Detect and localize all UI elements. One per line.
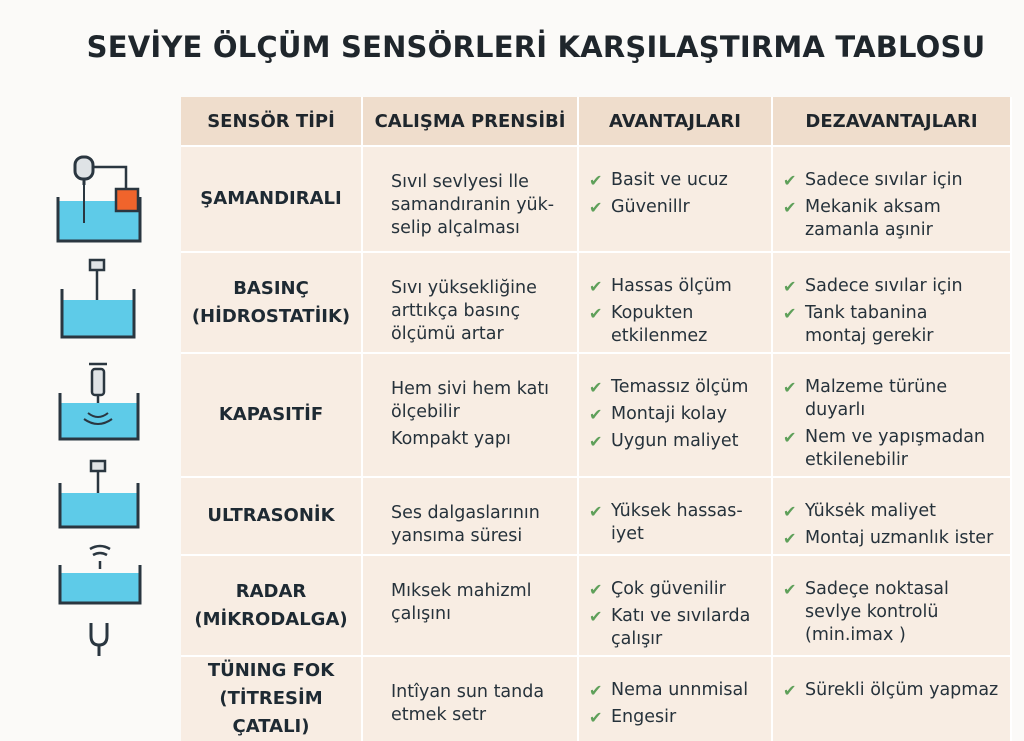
advantage-item-list <box>587 376 765 453</box>
principle-line: samandıranin yük- <box>391 195 555 215</box>
check-icon: ✔ <box>589 378 603 397</box>
disadvantage-item <box>781 679 1004 702</box>
disadvantage-item-text: Tank tabanina montaj gerekir <box>805 303 934 346</box>
check-icon: ✔ <box>783 502 797 521</box>
disadvantage-item-text: Nem ve yapışmadan etkilenebilir <box>805 427 986 470</box>
principle-line: yansıma süresi <box>391 526 523 546</box>
sensor-type-label: RADAR <box>235 580 307 602</box>
advantages-cell <box>578 477 772 555</box>
advantage-item-text: Çok güvenilir <box>611 579 726 599</box>
advantage-item-text: Yüksek hassas- iyet <box>611 501 743 544</box>
disadvantage-item-text: Sadeçe noktasal sevlye kontrolü (min.imax ) <box>805 579 949 645</box>
principle-cell <box>362 477 578 555</box>
check-icon: ✔ <box>783 529 797 548</box>
sensor-type-label: (MİKRODALGA) <box>194 608 348 630</box>
sensor-type-label: BASINÇ <box>233 277 309 299</box>
check-icon: ✔ <box>783 304 797 323</box>
advantage-item-list <box>587 578 765 651</box>
check-icon: ✔ <box>589 432 603 451</box>
check-icon: ✔ <box>783 580 797 599</box>
sensor-type-cell <box>181 555 362 656</box>
advantage-item-list <box>587 500 765 546</box>
check-icon: ✔ <box>589 580 603 599</box>
check-icon: ✔ <box>589 277 603 296</box>
disadvantage-item <box>781 376 1004 422</box>
advantage-item <box>587 302 765 348</box>
advantages-cell <box>578 252 772 353</box>
table-row <box>181 477 1011 555</box>
sensor-type-label: ŞAMANDIRALI <box>200 188 342 209</box>
disadvantage-item <box>781 169 1004 192</box>
disadvantage-item-text: Sürekli ölçüm yapmaz <box>805 680 999 700</box>
advantage-item-text: Basit ve ucuz <box>611 170 728 190</box>
principle-line: Kompakt yapı <box>391 429 511 449</box>
advantage-item <box>587 706 765 729</box>
table-row <box>181 555 1011 656</box>
advantage-item-text: Katı ve sıvılarda çalışır <box>611 606 751 649</box>
disadvantages-cell <box>772 146 1011 252</box>
advantage-item-text: Kopukten etkilenmez <box>611 303 708 346</box>
advantage-item-text: Engesir <box>611 707 677 727</box>
advantage-item-text: Güvenillr <box>611 197 690 217</box>
check-icon: ✔ <box>589 708 603 727</box>
disadvantage-item <box>781 426 1004 472</box>
sensor-type-label: TÜNING FOK <box>207 660 335 681</box>
principle-cell <box>362 353 578 477</box>
disadvantage-item <box>781 302 1004 348</box>
page-title: SEVİYE ÖLÇÜM SENSÖRLERİ KARŞILAŞTIRMA TABLOSU <box>86 30 986 64</box>
capacitive-probe-tank-icon <box>40 355 180 450</box>
principle-line: arttıkça basınç <box>391 301 521 321</box>
disadvantage-item-text: Mekanik aksam zamanla aşınir <box>805 197 941 240</box>
sensor-type-cell <box>181 353 362 477</box>
disadvantage-item-text: Malzeme türüne duyarlı <box>805 377 948 420</box>
principle-line: selip alçalması <box>391 218 520 238</box>
sensor-type-label: ULTRASONİK <box>207 505 335 526</box>
advantage-item <box>587 679 765 702</box>
disadvantages-cell <box>772 555 1011 656</box>
principle-cell <box>362 252 578 353</box>
advantages-cell <box>578 146 772 252</box>
disadvantage-item-text: Sadece sıvılar için <box>805 170 963 190</box>
disadvantage-item <box>781 527 1004 550</box>
check-icon: ✔ <box>589 171 603 190</box>
disadvantage-item-text: Montaj uzmanlık ister <box>805 528 994 548</box>
advantage-item <box>587 275 765 298</box>
check-icon: ✔ <box>589 607 603 626</box>
principle-line: ölçümü artar <box>391 324 504 344</box>
advantage-item <box>587 500 765 546</box>
disadvantage-item <box>781 500 1004 523</box>
ultrasonic-sensor-tank-icon <box>40 455 180 550</box>
table-row <box>181 252 1011 353</box>
tuning-fork-icon <box>40 618 180 698</box>
sensor-type-label: (HİDROSTATİIK) <box>191 305 351 327</box>
advantage-item-text: Temassız ölçüm <box>611 377 749 397</box>
principle-line: ölçebilir <box>391 402 460 422</box>
comparison-table <box>181 97 1012 741</box>
advantage-item-list <box>587 169 765 219</box>
principle-line: Sıvıl sevlyesi lle <box>391 172 529 192</box>
check-icon: ✔ <box>783 171 797 190</box>
advantage-item-text: Uygun maliyet <box>611 431 739 451</box>
advantage-item-text: Hassas ölçüm <box>611 276 732 296</box>
principle-line: Mıksek mahizml <box>391 581 532 601</box>
disadvantage-item-list <box>781 578 1004 647</box>
advantage-item <box>587 578 765 601</box>
principle-line: Hem sivi hem katı <box>391 379 550 399</box>
sensor-type-cell <box>181 146 362 252</box>
header-principle: CALIŞMA PRENSİBİ <box>362 97 578 146</box>
table-row <box>181 146 1011 252</box>
check-icon: ✔ <box>589 502 603 521</box>
principle-line: çalışını <box>391 604 452 624</box>
sensor-type-label: KAPASITİF <box>218 404 324 425</box>
principle-cell <box>362 656 578 741</box>
advantage-item-list <box>587 679 765 729</box>
disadvantage-item-list <box>781 169 1004 242</box>
table-row <box>181 353 1011 477</box>
disadvantage-item <box>781 275 1004 298</box>
table-row <box>181 656 1011 741</box>
check-icon: ✔ <box>783 681 797 700</box>
disadvantage-item-text: Sadece sıvılar için <box>805 276 963 296</box>
principle-cell <box>362 146 578 252</box>
header-advantages: AVANTAJLARI <box>578 97 772 146</box>
advantage-item <box>587 605 765 651</box>
check-icon: ✔ <box>589 681 603 700</box>
check-icon: ✔ <box>589 198 603 217</box>
header-sensor-type: SENSÖR TİPİ <box>181 97 362 146</box>
check-icon: ✔ <box>589 304 603 323</box>
principle-line: Intîyan sun tanda <box>391 682 545 702</box>
advantages-cell <box>578 656 772 741</box>
sensor-type-label: (TİTRESİM ÇATALI) <box>219 688 323 737</box>
disadvantage-item-list <box>781 275 1004 348</box>
header-disadvantages: DEZAVANTAJLARI <box>772 97 1011 146</box>
advantage-item <box>587 403 765 426</box>
principle-line: Sıvı yüksekliğine <box>391 278 537 298</box>
sensor-type-cell <box>181 656 362 741</box>
principle-line: etmek setr <box>391 705 487 725</box>
advantage-item <box>587 376 765 399</box>
disadvantages-cell <box>772 656 1011 741</box>
check-icon: ✔ <box>783 198 797 217</box>
principle-cell <box>362 555 578 656</box>
check-icon: ✔ <box>783 428 797 447</box>
advantage-item <box>587 196 765 219</box>
table-header-row <box>181 97 1011 146</box>
check-icon: ✔ <box>783 378 797 397</box>
disadvantage-item <box>781 196 1004 242</box>
disadvantages-cell <box>772 353 1011 477</box>
advantage-item-list <box>587 275 765 348</box>
disadvantages-cell <box>772 477 1011 555</box>
float-switch-tank-icon <box>40 153 180 248</box>
advantages-cell <box>578 353 772 477</box>
advantages-cell <box>578 555 772 656</box>
disadvantage-item <box>781 578 1004 647</box>
disadvantages-cell <box>772 252 1011 353</box>
check-icon: ✔ <box>783 277 797 296</box>
pressure-sensor-tank-icon <box>40 255 180 350</box>
disadvantage-item-list <box>781 679 1004 702</box>
disadvantage-item-list <box>781 500 1004 550</box>
principle-line: Ses dalgaslarının <box>391 503 540 523</box>
check-icon: ✔ <box>589 405 603 424</box>
advantage-item-text: Nema unnmisal <box>611 680 749 700</box>
disadvantage-item-text: Yüksėk maliyet <box>805 501 936 521</box>
advantage-item <box>587 169 765 192</box>
advantage-item <box>587 430 765 453</box>
sensor-type-cell <box>181 477 362 555</box>
disadvantage-item-list <box>781 376 1004 472</box>
sensor-type-cell <box>181 252 362 353</box>
advantage-item-text: Montaji kolay <box>611 404 727 424</box>
